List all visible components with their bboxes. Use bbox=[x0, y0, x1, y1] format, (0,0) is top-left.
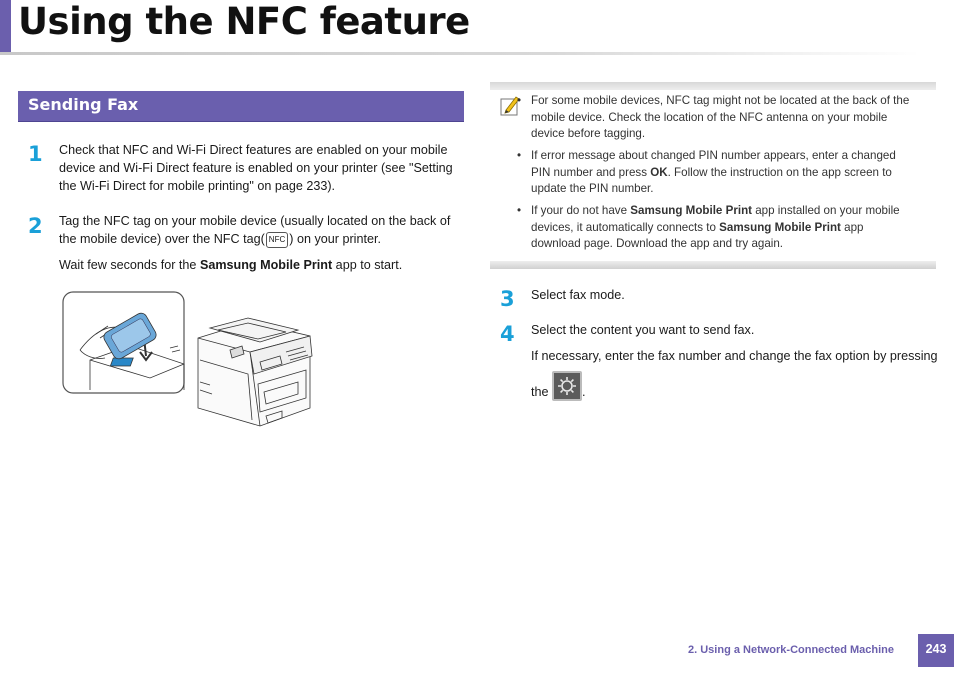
note-text-part: app installed on your mobile bbox=[752, 204, 900, 217]
note-text-part: If your do not have bbox=[531, 204, 631, 217]
step-2-line: Tag the NFC tag on your mobile device (usually located on the back of bbox=[59, 214, 451, 228]
note-box bbox=[490, 82, 936, 269]
ok-label: OK bbox=[650, 165, 668, 179]
wait-text: app to start. bbox=[332, 258, 403, 272]
note-line: If error message about changed PIN number appears, enter a changed bbox=[531, 149, 896, 162]
note-line bbox=[531, 220, 931, 237]
bullet-dot: • bbox=[517, 94, 522, 107]
printer-drawing bbox=[198, 318, 312, 426]
note-line: update the PIN number. bbox=[531, 182, 654, 195]
step-2-text bbox=[59, 212, 450, 274]
note-line bbox=[531, 203, 931, 220]
page-title: Using the NFC feature bbox=[18, 0, 470, 43]
note-line: download page. Download the app and try again. bbox=[531, 237, 784, 250]
bullet-dot: • bbox=[517, 204, 522, 217]
note-bullet-1 bbox=[517, 93, 931, 143]
title-accent-bar bbox=[0, 0, 11, 52]
step-4-line: Select the content you want to send fax. bbox=[531, 323, 755, 337]
gear-icon bbox=[554, 373, 580, 399]
nfc-tagging-illustration bbox=[60, 290, 330, 445]
settings-gear-icon bbox=[552, 371, 582, 401]
note-text-part: app bbox=[840, 220, 864, 234]
note-line: For some mobile devices, NFC tag might not be located at the back of the bbox=[531, 94, 910, 107]
step-1-text bbox=[59, 141, 453, 195]
note-bottom-rule bbox=[490, 261, 936, 269]
page-number: 243 bbox=[918, 634, 954, 667]
section-heading: Sending Fax bbox=[28, 95, 139, 114]
step-1-number: 1 bbox=[28, 142, 43, 166]
step-3-text: Select fax mode. bbox=[531, 288, 625, 302]
step-4-text-part: . bbox=[582, 385, 586, 399]
note-bullet-2 bbox=[517, 148, 931, 198]
step-4-text bbox=[531, 321, 941, 401]
app-name: Samsung Mobile Print bbox=[719, 220, 841, 234]
note-bullet-3 bbox=[517, 203, 931, 253]
note-top-rule bbox=[490, 82, 936, 90]
step-2-wait bbox=[59, 256, 450, 274]
note-line: mobile device. Check the location of the NFC antenna on your mobile bbox=[531, 110, 888, 124]
step-1-line: device and Wi-Fi Direct feature is enabled on your printer (see "Setting bbox=[59, 161, 453, 175]
step-2-text-part: the mobile device) over the NFC tag( bbox=[59, 232, 265, 246]
app-name: Samsung Mobile Print bbox=[630, 204, 753, 217]
step-4-number: 4 bbox=[500, 322, 515, 346]
step-1-line: Check that NFC and Wi-Fi Direct features are enabled on your mobile bbox=[59, 143, 448, 157]
step-2-line bbox=[59, 230, 450, 248]
note-line bbox=[531, 165, 931, 182]
note-text-part: . Follow the instruction on the app screen to bbox=[667, 165, 892, 179]
note-text-part: PIN number and press bbox=[531, 165, 651, 179]
step-1-line: the Wi-Fi Direct for mobile printing" on page 233). bbox=[59, 179, 336, 193]
note-text-part: devices, it automatically connects to bbox=[531, 220, 720, 234]
nfc-tag-icon: NFC bbox=[266, 232, 288, 248]
app-name: Samsung Mobile Print bbox=[199, 258, 333, 272]
bullet-dot: • bbox=[517, 149, 522, 162]
footer-chapter-title: 2. Using a Network-Connected Machine bbox=[688, 644, 894, 656]
title-divider bbox=[0, 52, 920, 55]
step-4-line: If necessary, enter the fax number and change the fax option by pressing bbox=[531, 349, 938, 363]
step-2-text-part: ) on your printer. bbox=[289, 232, 381, 246]
section-header bbox=[18, 91, 464, 122]
step-4-text-part: the bbox=[531, 385, 549, 399]
step-2-number: 2 bbox=[28, 214, 43, 238]
step-3-number: 3 bbox=[500, 287, 515, 311]
step-4-line bbox=[531, 371, 941, 401]
note-line: device before tagging. bbox=[531, 127, 646, 140]
wait-text: Wait few seconds for the bbox=[59, 258, 200, 272]
